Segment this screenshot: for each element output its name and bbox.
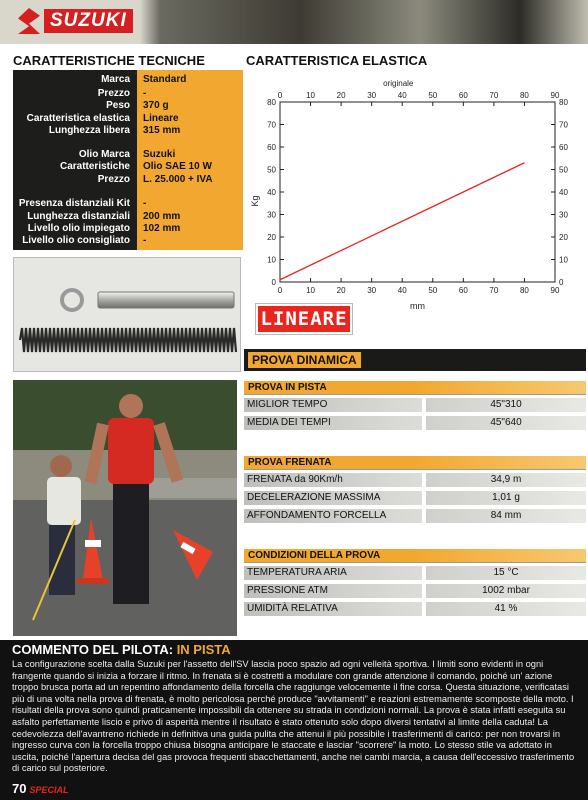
x-tick-label: 90 bbox=[550, 286, 560, 295]
y-tick-label: 50 bbox=[267, 165, 276, 175]
spec-value: Olio SAE 10 W bbox=[143, 161, 212, 172]
spec-row bbox=[13, 74, 243, 86]
specs-title: CARATTERISTICHE TECNICHE bbox=[13, 53, 205, 68]
table-row bbox=[244, 473, 586, 487]
spec-label: Livello olio impiegato bbox=[27, 223, 130, 234]
spec-label: Peso bbox=[106, 100, 130, 111]
table-group-header: PROVA FRENATA bbox=[244, 456, 586, 469]
y-tick-label-right: 40 bbox=[559, 188, 568, 197]
x-tick-label: 40 bbox=[397, 286, 407, 295]
spec-label: Livello olio consigliato bbox=[22, 235, 130, 246]
brand-logo bbox=[18, 8, 133, 34]
y-tick-label: 10 bbox=[267, 255, 276, 265]
specs-table bbox=[13, 70, 243, 250]
spacer-tube-icon bbox=[98, 292, 234, 308]
row-label: AFFONDAMENTO FORCELLA bbox=[244, 509, 422, 523]
chart-title: CARATTERISTICA ELASTICA bbox=[246, 53, 428, 68]
spec-row bbox=[13, 113, 243, 125]
spec-value: - bbox=[143, 198, 147, 209]
y-tick-label-right: 0 bbox=[559, 278, 564, 287]
track-photo bbox=[13, 380, 237, 636]
y-tick-label: 40 bbox=[267, 188, 276, 197]
x-tick-label: 50 bbox=[428, 286, 438, 295]
table-row bbox=[244, 566, 586, 580]
x-tick-label: 30 bbox=[367, 286, 377, 295]
row-value: 15 °C bbox=[426, 566, 586, 580]
y-tick-label-right: 10 bbox=[559, 255, 568, 265]
spec-row bbox=[13, 149, 243, 161]
x-tick-label: 0 bbox=[277, 286, 283, 295]
magazine-name: SPECIAL bbox=[29, 785, 69, 795]
spring-parts-illustration bbox=[14, 258, 240, 371]
row-label: DECELERAZIONE MASSIMA bbox=[244, 491, 422, 505]
y-tick-label: 30 bbox=[267, 210, 276, 220]
table-group-header: PROVA IN PISTA bbox=[244, 381, 586, 394]
x-tick-label: 70 bbox=[489, 286, 499, 295]
spec-label: Caratteristica elastica bbox=[26, 113, 130, 124]
spec-row bbox=[13, 211, 243, 223]
spec-value: - bbox=[143, 235, 147, 246]
spec-label: Caratteristiche bbox=[59, 161, 130, 172]
y-tick-label-right: 60 bbox=[559, 143, 568, 152]
spec-row bbox=[13, 174, 243, 186]
spec-label: Olio Marca bbox=[78, 149, 130, 160]
spec-value: 315 mm bbox=[143, 125, 181, 136]
spec-row bbox=[13, 198, 243, 210]
row-value: 45"310 bbox=[426, 398, 586, 412]
spec-value: L. 25.000 + IVA bbox=[143, 174, 213, 185]
spec-row bbox=[13, 223, 243, 235]
x-tick-label-top: 20 bbox=[336, 91, 346, 100]
x-tick-label: 80 bbox=[519, 286, 529, 295]
prova-dinamica-title: PROVA DINAMICA bbox=[248, 352, 361, 368]
y-tick-label: 60 bbox=[267, 143, 276, 152]
x-axis-label: mm bbox=[410, 301, 425, 311]
spec-row bbox=[13, 161, 243, 173]
row-label: MEDIA DEI TEMPI bbox=[244, 416, 422, 430]
spec-row bbox=[13, 100, 243, 112]
spec-value: 370 g bbox=[143, 100, 169, 111]
row-value: 34,9 m bbox=[426, 473, 586, 487]
y-axis-label: Kg bbox=[250, 195, 260, 207]
y-tick-label: 20 bbox=[267, 233, 276, 242]
spec-row bbox=[13, 235, 243, 247]
x-tick-label: 20 bbox=[336, 286, 346, 295]
x-tick-label-top: 50 bbox=[428, 91, 438, 100]
springs-photo bbox=[13, 257, 241, 372]
x-tick-label-top: 90 bbox=[550, 91, 560, 100]
page-number: 70 bbox=[12, 781, 27, 796]
spec-value: Standard bbox=[143, 74, 187, 85]
prova-dinamica-bar bbox=[244, 349, 586, 371]
row-label: FRENATA da 90Km/h bbox=[244, 473, 422, 487]
elastic-characteristic-chart bbox=[250, 72, 580, 312]
comment-heading bbox=[12, 642, 231, 657]
spec-row bbox=[13, 125, 243, 137]
x-tick-label-top: 30 bbox=[367, 91, 377, 100]
comment-highlight: IN PISTA bbox=[176, 642, 231, 657]
comment-text: La configurazione scelta dalla Suzuki per l'assetto dell'SV lascia poco spazio ad ogni velleità sportiva. I limiti sono evidenti in ogni frangente quando si inizia a forzare il ritmo. In frenata si è costretti a modulare con grande attenzione il comando, poiché un' azione troppo brusca porta ad un repentino affondamento della forcella che raggiunge velocemente il fine corsa. Questa situazione, verificatasi più di una volta nella prova di frenata, è molto pericolosa perché produce "avvitamenti" e reazioni estremamente scomposte della moto. I risultati della prova sono quindi praticamente impossibili da ottenere su strada in condizioni normali. La prova è stata infatti eseguita su asfalto perfettamente liscio e privo di asperità mentre il risultato è stato ottenuto solo dopo diversi tentativi al limite della caduta! La cedevolezza dell'avantreno richiede in definitiva una guida pulita che attenui il più possibile i trasferimenti di carico: per non trovarsi in ingresso curva con la forcella troppo chiusa bisogna anticipare le staccate e lasciar "scorrere" la moto. Lo stesso stile va adottato in uscita, poiché l'apertura decisa del gas provoca frequenti sbacchettamenti, anche nei cambi marcia, a causa dell'eccessivo trasferimento di carico sul posteriore. bbox=[12, 659, 575, 774]
lineare-badge: LINEARE bbox=[256, 304, 352, 334]
row-value: 1002 mbar bbox=[426, 584, 586, 598]
comment-title: COMMENTO DEL PILOTA: bbox=[12, 642, 174, 657]
brand-name: SUZUKI bbox=[44, 9, 133, 33]
spec-label: Marca bbox=[101, 74, 130, 85]
suzuki-s-icon bbox=[18, 8, 40, 34]
row-label: UMIDITÀ RELATIVA bbox=[244, 602, 422, 616]
spec-row bbox=[13, 88, 243, 100]
spec-value: Lineare bbox=[143, 113, 179, 124]
table-row bbox=[244, 398, 586, 412]
table-row bbox=[244, 509, 586, 523]
spec-label: Lunghezza libera bbox=[48, 125, 130, 136]
spec-label: Prezzo bbox=[97, 88, 130, 99]
prova-dinamica-table bbox=[244, 375, 586, 637]
spec-value: - bbox=[143, 88, 147, 99]
spec-value: 102 mm bbox=[143, 223, 181, 234]
spec-value: 200 mm bbox=[143, 211, 181, 222]
x-tick-label-top: 60 bbox=[458, 91, 468, 100]
spec-value: Suzuki bbox=[143, 149, 176, 160]
x-tick-label-top: 70 bbox=[489, 91, 499, 100]
x-tick-label: 60 bbox=[458, 286, 468, 295]
y-tick-label-right: 80 bbox=[559, 98, 568, 107]
y-tick-label-right: 50 bbox=[559, 165, 568, 175]
table-row bbox=[244, 602, 586, 616]
row-label: TEMPERATURA ARIA bbox=[244, 566, 422, 580]
table-row bbox=[244, 584, 586, 598]
plot-frame bbox=[280, 102, 555, 282]
row-label: MIGLIOR TEMPO bbox=[244, 398, 422, 412]
washer-icon bbox=[62, 290, 82, 310]
riders-measuring-illustration bbox=[13, 380, 237, 636]
spec-label: Presenza distanziali Kit bbox=[18, 198, 130, 209]
x-tick-label-top: 40 bbox=[397, 91, 407, 100]
y-tick-label-right: 70 bbox=[559, 120, 568, 130]
fork-spring-icon bbox=[20, 328, 236, 352]
x-tick-label-top: 10 bbox=[306, 91, 316, 100]
chart-top-label: originale bbox=[383, 79, 414, 88]
y-tick-label-right: 30 bbox=[559, 210, 568, 220]
y-tick-label: 80 bbox=[267, 98, 276, 107]
x-tick-label-top: 0 bbox=[277, 91, 283, 100]
y-tick-label: 70 bbox=[267, 120, 276, 130]
table-row bbox=[244, 491, 586, 505]
row-label: PRESSIONE ATM bbox=[244, 584, 422, 598]
y-tick-label-right: 20 bbox=[559, 233, 568, 242]
table-group-header: CONDIZIONI DELLA PROVA bbox=[244, 549, 586, 562]
page-footer bbox=[12, 781, 68, 796]
row-value: 1,01 g bbox=[426, 491, 586, 505]
spec-label: Lunghezza distanziali bbox=[27, 211, 130, 222]
spec-label: Prezzo bbox=[97, 174, 130, 185]
header-banner bbox=[0, 0, 588, 44]
row-value: 45"640 bbox=[426, 416, 586, 430]
x-tick-label-top: 80 bbox=[519, 91, 529, 100]
y-tick-label: 0 bbox=[271, 278, 276, 287]
table-row bbox=[244, 416, 586, 430]
x-tick-label: 10 bbox=[306, 286, 316, 295]
pilot-comment bbox=[0, 640, 588, 800]
row-value: 84 mm bbox=[426, 509, 586, 523]
row-value: 41 % bbox=[426, 602, 586, 616]
chart-svg bbox=[250, 72, 580, 312]
